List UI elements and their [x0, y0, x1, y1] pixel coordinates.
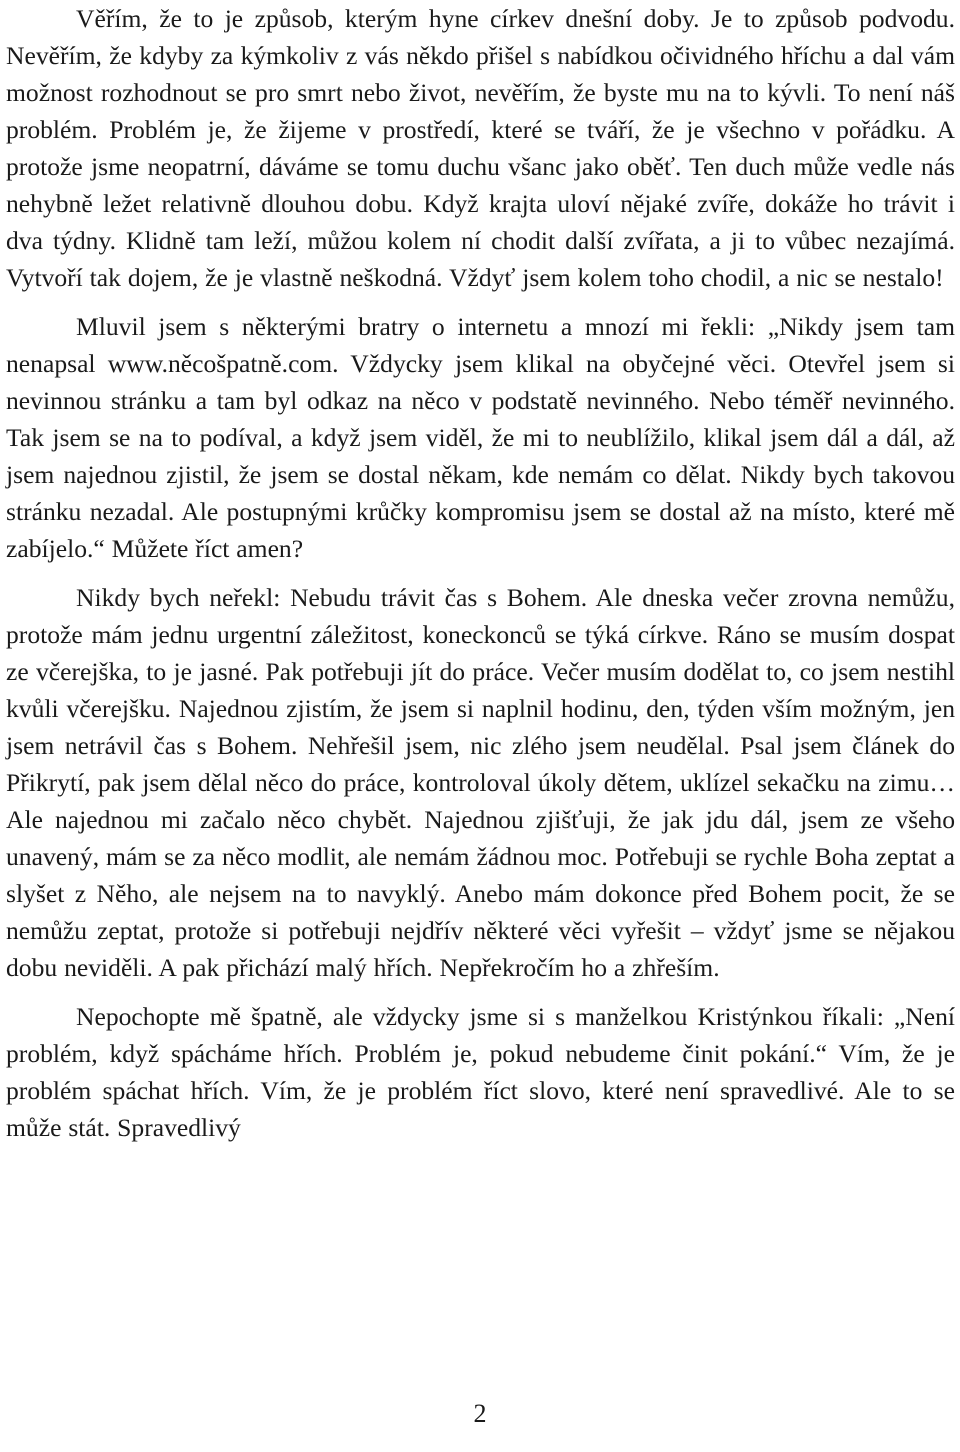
- paragraph-2: Mluvil jsem s některými bratry o internetu a mnozí mi řekli: „Nikdy jsem tam nenapsal www.něcošpatně.com. Vždycky jsem klikal na obyčejné věci. Otevřel jsem si nevinnou stránku a tam byl odkaz na něco v podstatě nevinného. Nebo téměř nevinného. Tak jsem se na to podíval, a když jsem viděl, že mi to neublížilo, klikal jsem dál a dál, až jsem najednou zjistil, že jsem se dostal někam, kde nemám co dělat. Nikdy bych takovou stránku nezadal. Ale postupnými krůčky kompromisu jsem se dostal až na místo, které mě zabíjelo.“ Můžete říct amen?: [6, 312, 955, 563]
- paragraph-1: Věřím, že to je způsob, kterým hyne církev dnešní doby. Je to způsob podvodu. Nevěřím, že kdyby za kýmkoliv z vás někdo přišel s nabídkou očividného hříchu a dal vám možnost rozhodnout se pro smrt nebo život, nevěřím, že byste mu na to kývli. To není náš problém. Problém je, že žijeme v prostředí, které se tváří, že je všechno v pořádku. A protože jsme neopatrní, dáváme se tomu duchu všanc jako oběť. Ten duch může vedle nás nehybně ležet relativně dlouhou dobu. Když krajta uloví nějaké zvíře, dokáže ho trávit i dva týdny. Klidně tam leží, můžou kolem ní chodit další zvířata, a ji to vůbec nezajímá. Vytvoří tak dojem, že je vlastně neškodná. Vždyť jsem kolem toho chodil, a nic se nestalo!: [6, 4, 955, 292]
- page-number: 2: [473, 1399, 487, 1428]
- document-page: [6, 0, 955, 1146]
- paragraph-4: Nepochopte mě špatně, ale vždycky jsme si s manželkou Kristýnkou říkali: „Není problém, když spácháme hřích. Problém je, pokud nebudeme činit pokání.“ Vím, že je problém spáchat hřích. Vím, že je problém říct slovo, které není spravedlivé. Ale to se může stát. Spravedlivý: [6, 1002, 955, 1142]
- paragraph-3: Nikdy bych neřekl: Nebudu trávit čas s Bohem. Ale dneska večer zrovna nemůžu, protože mám jednu urgentní záležitost, koneckonců se týká církve. Ráno se musím dospat ze včerejška, to je jasné. Pak potřebuji jít do práce. Večer musím dodělat to, co jsem nestihl kvůli včerejšku. Najednou zjistím, že jsem si naplnil hodinu, den, týden vším možným, jen jsem netrávil čas s Bohem. Nehřešil jsem, nic zlého jsem neudělal. Psal jsem článek do Přikrytí, pak jsem dělal něco do práce, kontroloval úkoly dětem, uklízel sekačku na zimu… Ale najednou mi začalo něco chybět. Najednou zjišťuji, že jak jdu dál, jsem ze všeho unavený, mám se za něco modlit, ale nemám žádnou moc. Potřebuji se rychle Boha zeptat a slyšet z Něho, ale nejsem na to navyklý. Anebo mám dokonce před Bohem pocit, že se nemůžu zeptat, protože si potřebuji nejdřív některé věci vyřešit – vždyť jsme se nějakou dobu neviděli. A pak přichází malý hřích. Nepřekročím ho a zhřeším.: [6, 583, 955, 982]
